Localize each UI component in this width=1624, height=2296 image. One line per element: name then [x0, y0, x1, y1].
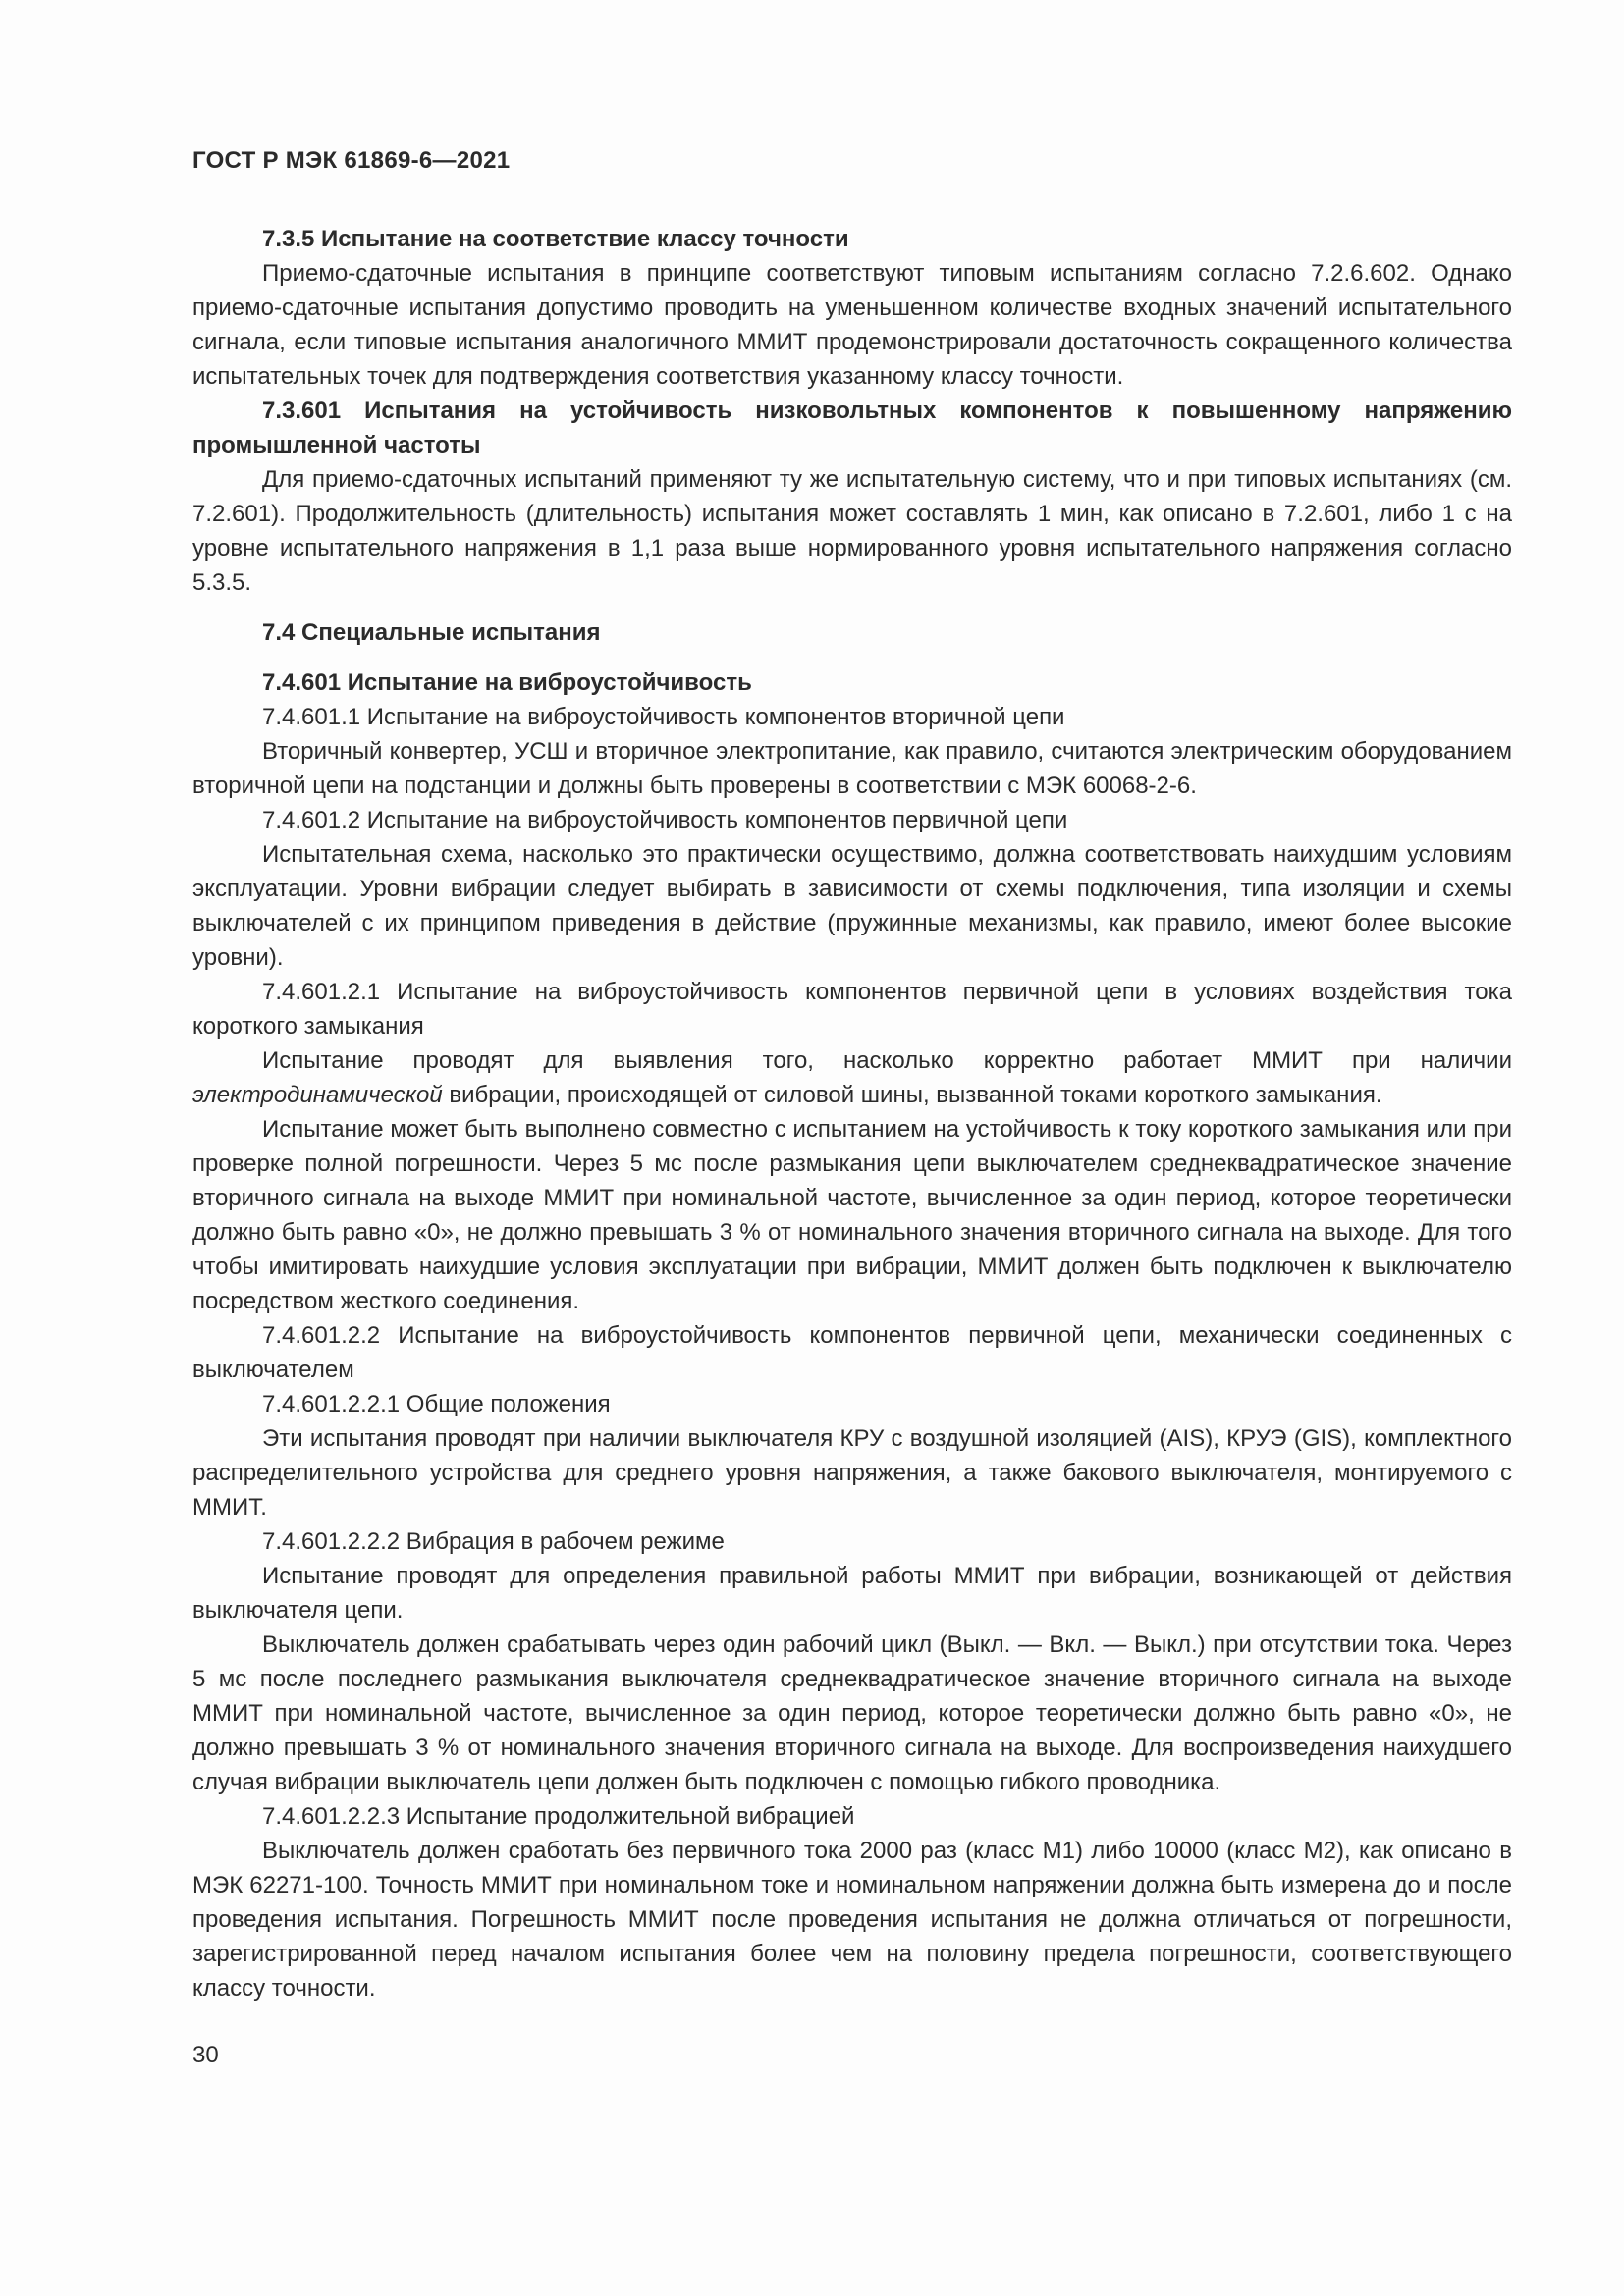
- document-body: [192, 222, 1512, 2005]
- paragraph-7-4-601-2-1-b: Испытание может быть выполнено совместно с испытанием на устойчивость к току короткого замыкания или при проверке полной погрешности. Через 5 мс после размыкания цепи выключателем среднеквадратическое значение вторичного сигнала на выходе ММИТ при номинальной частоте, вычисленное за один период, которое теоретически должно быть равно «0», не должно превышать 3 % от номинального значения вторичного сигнала на выходе. Для того чтобы имитировать наихудшие условия эксплуатации при вибрации, ММИТ должен быть подключен к выключателю посредством жесткого соединения.: [192, 1116, 1512, 1314]
- subsection-title-7-4-601-2-2-1: 7.4.601.2.2.1 Общие положения: [262, 1391, 611, 1417]
- paragraph-7-3-5: Приемо-сдаточные испытания в принципе соответствуют типовым испытаниям согласно 7.2.6.602. Однако приемо-сдаточные испытания допустимо проводить на уменьшенном количестве входных значений испытательного сигнала, если типовые испытания аналогичного ММИТ продемонстрировали достаточность сокращенного количества испытательных точек для подтверждения соответствия указанному классу точности.: [192, 260, 1512, 390]
- paragraph-7-4-601-2-2-2-a: Испытание проводят для определения правильной работы ММИТ при вибрации, возникающей от действия выключателя цепи.: [192, 1563, 1512, 1624]
- subsection-title-7-4-601-2-2-2: 7.4.601.2.2.2 Вибрация в рабочем режиме: [262, 1528, 725, 1555]
- subsection-title-7-4-601-2-2: 7.4.601.2.2 Испытание на виброустойчивость компонентов первичной цепи, механически соединенных с выключателем: [192, 1322, 1512, 1383]
- subsection-title-7-4-601-1: 7.4.601.1 Испытание на виброустойчивость компонентов вторичной цепи: [262, 704, 1065, 730]
- subsection-title-7-4-601-2-1: 7.4.601.2.1 Испытание на виброустойчивость компонентов первичной цепи в условиях воздействия тока короткого замыкания: [192, 979, 1512, 1040]
- italic-term: электродинамической: [192, 1082, 443, 1108]
- subsection-title-7-4-601-2: 7.4.601.2 Испытание на виброустойчивость компонентов первичной цепи: [262, 807, 1068, 833]
- paragraph-text-start: Испытание проводят для выявления того, насколько корректно работает ММИТ при наличии: [262, 1047, 1512, 1074]
- paragraph-7-4-601-2-2-3: Выключатель должен сработать без первичного тока 2000 раз (класс М1) либо 10000 (класс М2), как описано в МЭК 62271-100. Точность ММИТ при номинальном токе и номинальном напряжении должна быть измерена до и после проведения испытания. Погрешность ММИТ после проведения испытания не должна отличаться от погрешности, зарегистрированной перед началом испытания более чем на половину предела погрешности, соответствующего классу точности.: [192, 1838, 1512, 2002]
- paragraph-7-4-601-2-2-2-b: Выключатель должен срабатывать через один рабочий цикл (Выкл. — Вкл. — Выкл.) при отсутствии тока. Через 5 мс после последнего размыкания выключателя среднеквадратическое значение вторичного сигнала на выходе ММИТ при номинальной частоте, вычисленное за один период, которое теоретически должно быть равно «0», не должно превышать 3 % от номинального значения вторичного сигнала на выходе. Для воспроизведения наихудшего случая вибрации выключатель цепи должен быть подключен с помощью гибкого проводника.: [192, 1631, 1512, 1795]
- subsection-title-7-4-601-2-2-3: 7.4.601.2.2.3 Испытание продолжительной вибрацией: [262, 1803, 855, 1830]
- section-heading-7-3-601: 7.3.601 Испытания на устойчивость низковольтных компонентов к повышенному напряжению промышленной частоты: [192, 398, 1512, 458]
- paragraph-7-4-601-2-1-a: [192, 1043, 1512, 1112]
- paragraph-7-4-601-2-2-1: Эти испытания проводят при наличии выключателя КРУ с воздушной изоляцией (AIS), КРУЭ (GIS), комплектного распределительного устройства для среднего уровня напряжения, а также бакового выключателя, монтируемого с ММИТ.: [192, 1425, 1512, 1521]
- paragraph-text-end: вибрации, происходящей от силовой шины, вызванной токами короткого замыкания.: [442, 1082, 1382, 1108]
- paragraph-7-3-601: Для приемо-сдаточных испытаний применяют ту же испытательную систему, что и при типовых испытаниях (см. 7.2.601). Продолжительность (длительность) испытания может составлять 1 мин, как описано в 7.2.601, либо 1 с на уровне испытательного напряжения в 1,1 раза выше нормированного уровня испытательного напряжения согласно 5.3.5.: [192, 466, 1512, 596]
- paragraph-7-4-601-1: Вторичный конвертер, УСШ и вторичное электропитание, как правило, считаются электрическим оборудованием вторичной цепи на подстанции и должны быть проверены в соответствии с МЭК 60068-2-6.: [192, 738, 1512, 799]
- paragraph-7-4-601-2: Испытательная схема, насколько это практически осуществимо, должна соответствовать наихудшим условиям эксплуатации. Уровни вибрации следует выбирать в зависимости от схемы подключения, типа изоляции и схемы выключателей с их принципом приведения в действие (пружинные механизмы, как правило, имеют более высокие уровни).: [192, 841, 1512, 971]
- page-number: 30: [192, 2042, 219, 2068]
- section-heading-7-4: 7.4 Специальные испытания: [262, 619, 601, 646]
- section-heading-7-4-601: 7.4.601 Испытание на виброустойчивость: [262, 669, 752, 696]
- section-heading-7-3-5: 7.3.5 Испытание на соответствие классу точности: [262, 226, 849, 252]
- document-header: ГОСТ Р МЭК 61869-6—2021: [192, 147, 511, 174]
